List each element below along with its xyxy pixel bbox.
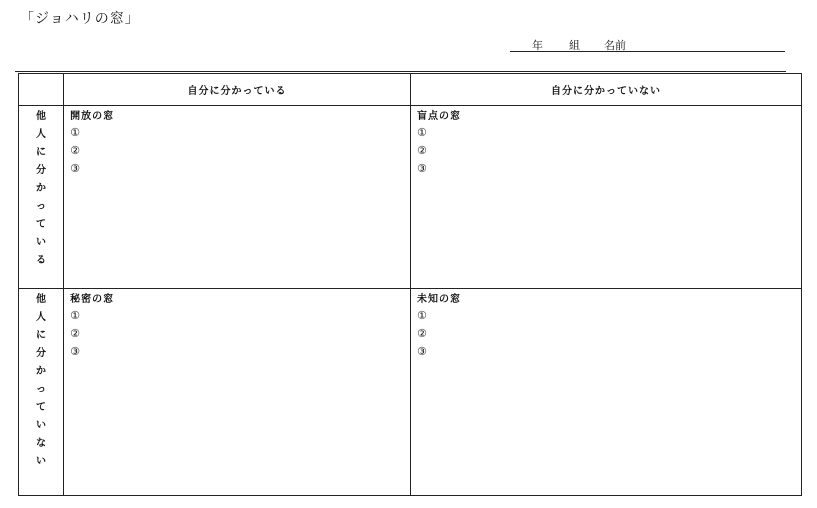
- list-item: ②: [416, 144, 427, 157]
- open-window-cell: [64, 106, 411, 289]
- list-item: ③: [70, 162, 80, 175]
- side-char: 分: [36, 165, 47, 176]
- list-item: ②: [70, 327, 80, 340]
- list-item: ③: [416, 162, 427, 175]
- list-item: ②: [416, 327, 427, 340]
- corner-cell: [19, 74, 64, 106]
- side-char: か: [36, 183, 47, 194]
- side-label-unknown-to-others: [19, 289, 64, 496]
- name-line: [510, 36, 785, 52]
- unknown-window-title: 未知の窓: [416, 294, 461, 305]
- list-item: ③: [70, 345, 80, 358]
- side-char: に: [36, 147, 47, 158]
- class-label: 組: [569, 39, 580, 52]
- blind-window-title: 盲点の窓: [416, 111, 461, 122]
- row-unknown-to-others: [19, 289, 802, 496]
- side-char: な: [36, 438, 47, 449]
- side-char: い: [36, 420, 47, 431]
- hidden-window-title: 秘密の窓: [70, 294, 115, 305]
- side-char: 分: [36, 348, 47, 359]
- document-title: 「ジョハリの窓」: [20, 11, 140, 27]
- side-label-known-to-others: [19, 106, 64, 289]
- header-divider: [15, 71, 786, 72]
- johari-window-table: [18, 73, 802, 496]
- side-char: 人: [36, 312, 47, 323]
- side-char: っ: [36, 384, 47, 395]
- side-char: て: [36, 219, 47, 230]
- side-char: っ: [36, 201, 47, 212]
- side-char: て: [36, 402, 47, 413]
- header-unknown-to-self: 自分に分かっていない: [410, 74, 801, 106]
- unknown-window-cell: [410, 289, 801, 496]
- header-known-to-self: 自分に分かっている: [64, 74, 411, 106]
- list-item: ②: [70, 144, 80, 157]
- name-label: 名前: [604, 39, 626, 52]
- side-char: い: [36, 456, 47, 467]
- table-header-row: [19, 74, 802, 106]
- side-char: 他: [36, 111, 47, 122]
- row-known-to-others: [19, 106, 802, 289]
- side-char: る: [36, 255, 47, 266]
- list-item: ①: [416, 309, 427, 322]
- open-window-title: 開放の窓: [70, 111, 115, 122]
- side-char: か: [36, 366, 47, 377]
- list-item: ①: [70, 126, 80, 139]
- side-char: い: [36, 237, 47, 248]
- list-item: ③: [416, 345, 427, 358]
- list-item: ①: [70, 309, 80, 322]
- hidden-window-cell: [64, 289, 411, 496]
- blind-window-cell: [410, 106, 801, 289]
- side-char: に: [36, 330, 47, 341]
- list-item: ①: [416, 126, 427, 139]
- year-label: 年: [532, 39, 543, 52]
- side-char: 人: [36, 129, 47, 140]
- side-char: 他: [36, 294, 47, 305]
